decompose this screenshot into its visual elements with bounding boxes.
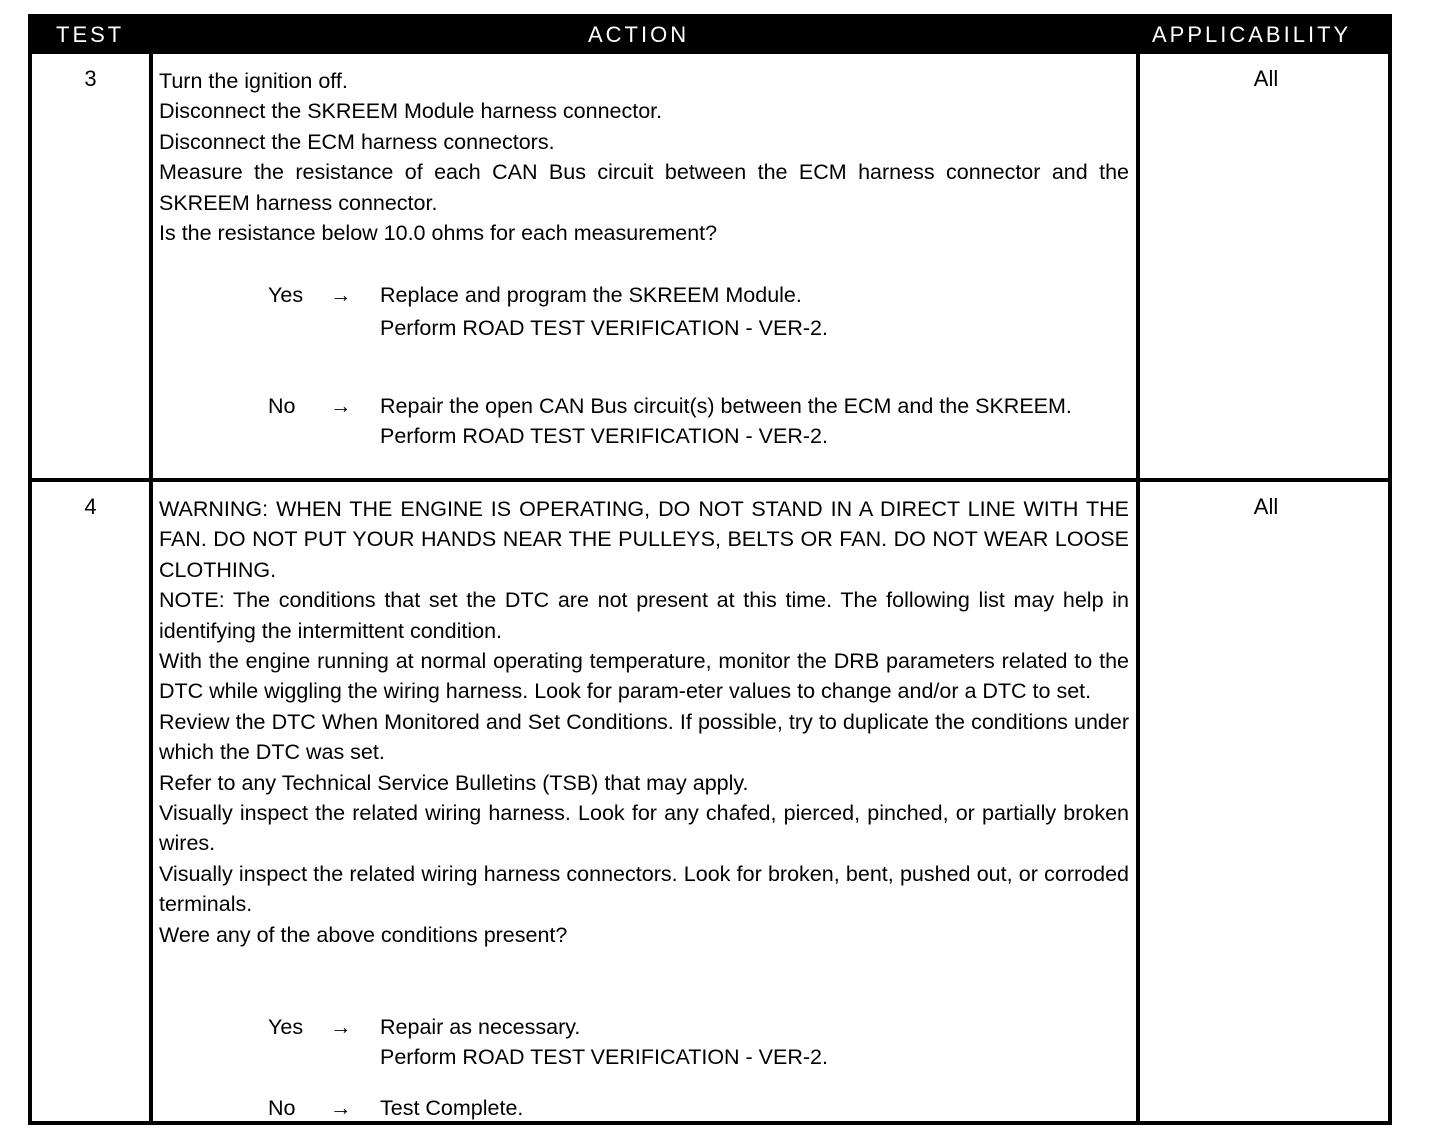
instruction-line: Repair the open CAN Bus circuit(s) between the ECM and the SKREEM. <box>380 394 1072 418</box>
no-label: No <box>268 1096 296 1120</box>
action-step: Visually inspect the related wiring harness. Look for any chafed, pierced, pinched, or partially broken wires. <box>159 801 1129 856</box>
no-label: No <box>268 394 296 418</box>
table-header <box>28 14 1392 54</box>
applicability-value: All <box>1253 66 1279 91</box>
instruction-line: Test Complete. <box>380 1096 524 1120</box>
action-steps <box>159 494 1129 950</box>
test-number: 3 <box>84 66 97 91</box>
instruction-line: Perform ROAD TEST VERIFICATION - VER-2. <box>380 1045 828 1070</box>
warning-text: WARNING: WHEN THE ENGINE IS OPERATING, DO NOT STAND IN A DIRECT LINE WITH THE FAN. DO NOT PUT YOUR HANDS NEAR THE PULLEYS, BELTS OR FAN. DO NOT WEAR LOOSE CLOTHING. <box>159 497 1129 582</box>
instruction-line: Perform ROAD TEST VERIFICATION - VER-2. <box>380 316 828 341</box>
instruction-line: Repair as necessary. <box>380 1015 581 1039</box>
arrow-right-icon: → <box>330 1096 352 1120</box>
yes-label: Yes <box>268 283 304 307</box>
action-step: Review the DTC When Monitored and Set Conditions. If possible, try to duplicate the conditions under which the DTC was set. <box>159 709 1129 765</box>
diagnostic-test-table <box>28 14 1392 1125</box>
header-action: ACTION <box>588 22 690 47</box>
applicability-value: All <box>1253 494 1279 519</box>
instruction-line: Replace and program the SKREEM Module. <box>380 283 802 307</box>
action-step: Disconnect the ECM harness connectors. <box>159 129 555 154</box>
no-instructions <box>380 1093 1130 1123</box>
action-step: Measure the resistance of each CAN Bus circuit between the ECM harness connector and the SKREEM harness connector. <box>159 160 1129 215</box>
yes-instructions <box>380 1012 1130 1073</box>
instruction-line: Perform ROAD TEST VERIFICATION - VER-2. <box>380 424 828 449</box>
action-step: Is the resistance below 10.0 ohms for each measurement? <box>159 221 718 246</box>
header-applicability: APPLICABILITY <box>1152 22 1352 47</box>
action-step: Turn the ignition off. <box>159 69 348 93</box>
table-row-test-3 <box>32 54 1388 478</box>
table-row-test-4 <box>32 482 1388 1121</box>
action-step: Disconnect the SKREEM Module harness connector. <box>159 99 663 124</box>
action-step: Visually inspect the related wiring harness connectors. Look for broken, bent, pushed out, or corroded terminals. <box>159 861 1129 917</box>
arrow-right-icon: → <box>330 1015 352 1039</box>
action-step: With the engine running at normal operating temperature, monitor the DRB parameters related to the DTC while wiggling the wiring harness. Look for param-eter values to change and/or a DTC to set. <box>159 649 1129 704</box>
arrow-right-icon: → <box>330 283 352 307</box>
yes-instructions <box>380 280 1130 344</box>
note-text: NOTE: The conditions that set the DTC are not present at this time. The following list may help in identifying the intermittent condition. <box>159 588 1129 643</box>
no-instructions <box>380 391 1130 452</box>
yes-label: Yes <box>268 1015 304 1039</box>
arrow-right-icon: → <box>330 394 352 418</box>
action-step: Were any of the above conditions present? <box>159 922 568 947</box>
action-steps <box>159 66 1129 248</box>
action-step: Refer to any Technical Service Bulletins (TSB) that may apply. <box>159 770 749 795</box>
header-test: TEST <box>56 22 125 47</box>
test-number: 4 <box>84 494 97 519</box>
